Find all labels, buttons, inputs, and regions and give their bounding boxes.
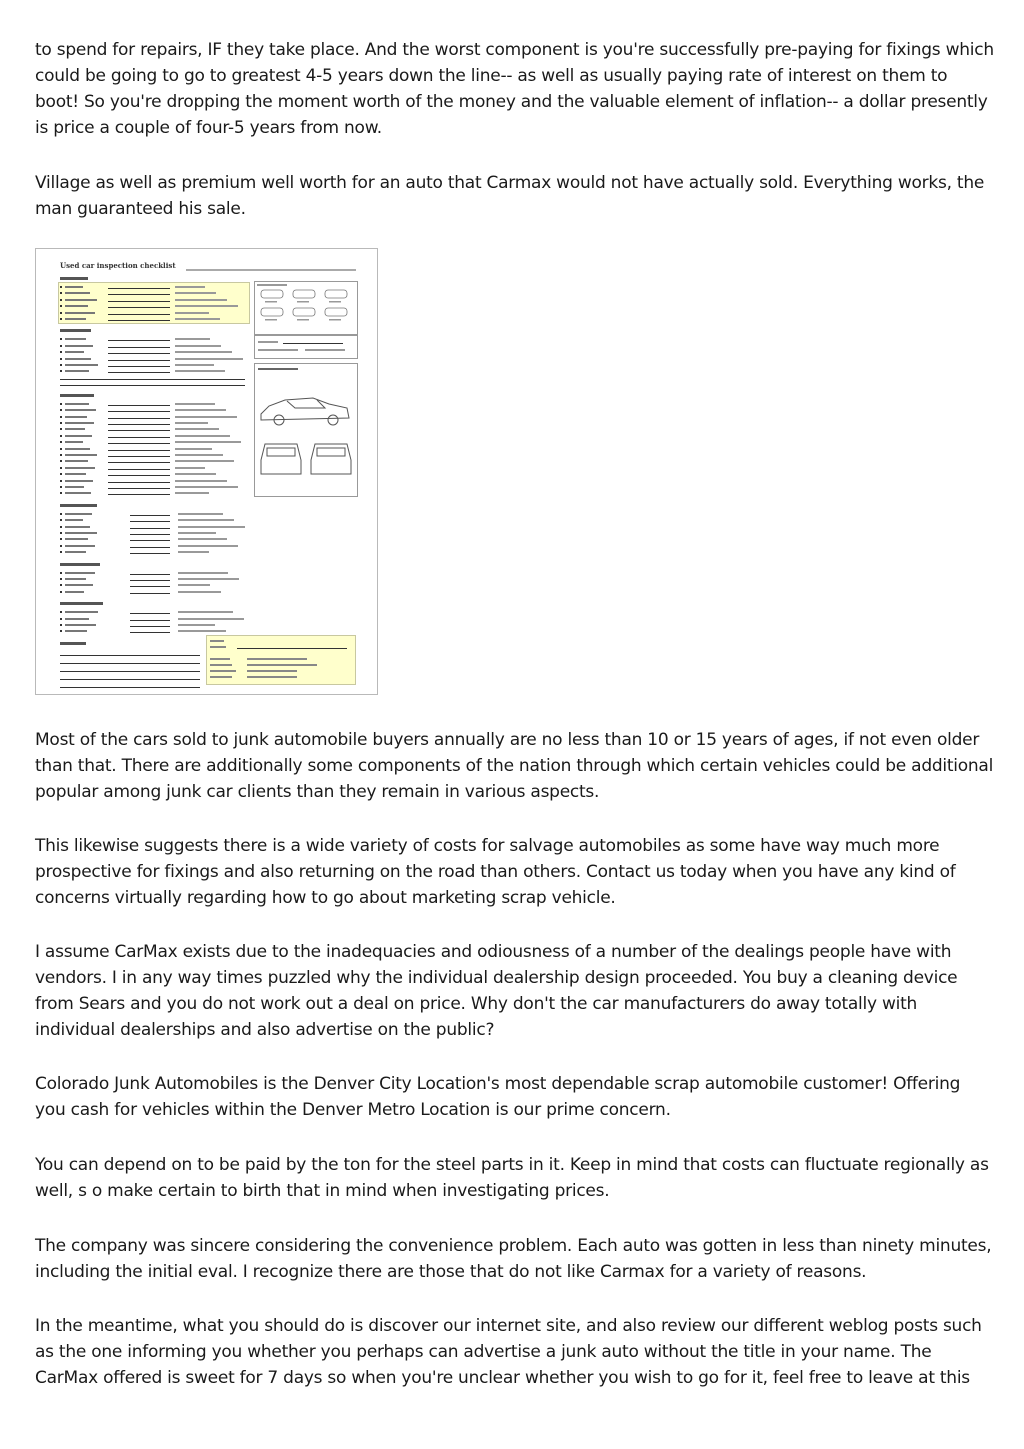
bullet-icon [60, 345, 62, 347]
row-value-mark [178, 538, 227, 540]
row-label-mark [65, 305, 88, 307]
bullet-icon [60, 624, 62, 626]
bullet-icon [60, 448, 62, 450]
row-value-mark [178, 532, 216, 534]
row-label-mark [65, 532, 97, 534]
extra-notes-line [60, 658, 200, 666]
checklist-row [60, 315, 250, 323]
row-value-mark [175, 435, 230, 437]
bullet-icon [60, 578, 62, 580]
bullet-icon [60, 403, 62, 405]
row-value-mark [175, 358, 243, 360]
row-label-mark [65, 630, 87, 632]
row-label-mark [65, 513, 92, 515]
row-blank-line [130, 593, 170, 594]
bullet-icon [60, 292, 62, 294]
row-value-mark [175, 448, 212, 450]
checklist-section-heading [60, 394, 94, 397]
row-value-mark [178, 519, 234, 521]
checklist-note-line [60, 380, 245, 388]
bullet-icon [60, 519, 62, 521]
paragraph-9: In the meantime, what you should do is discover our internet site, and also review our different weblog posts such as the one informing you whether you perhaps can advertise a junk auto without the title in your name. The CarMax offered is sweet for 7 days so when you're unclear whether you wish to go for it, feel free to leave at this [35, 1316, 982, 1388]
row-value-mark [175, 454, 223, 456]
vin-summary-box [206, 635, 356, 685]
row-label-mark [65, 584, 93, 586]
paragraph-5: I assume CarMax exists due to the inadequacies and odiousness of a number of the dealings people have with vendors. I in any way times puzzled why the individual dealership design proceeded. You buy a cleaning device from Sears and you do not work out a deal on price. Why don't the car manufacturers do away totally with individual dealerships and also advertise on the public? [35, 942, 958, 1040]
row-label-mark [65, 538, 88, 540]
row-value-mark [178, 624, 215, 626]
row-label-mark [65, 448, 90, 450]
bullet-icon [60, 416, 62, 418]
bullet-icon [60, 441, 62, 443]
row-label-mark [65, 624, 96, 626]
row-value-mark [175, 467, 205, 469]
extra-notes-heading [60, 642, 86, 645]
row-value-mark [175, 441, 241, 443]
note-line [60, 655, 200, 656]
bullet-icon [60, 318, 62, 320]
row-blank-line [130, 553, 170, 554]
bullet-icon [60, 286, 62, 288]
inspection-checklist-image [35, 248, 378, 695]
row-label-mark [65, 591, 84, 593]
bullet-icon [60, 370, 62, 372]
color-transmission-box [254, 335, 358, 359]
row-label-mark [65, 519, 83, 521]
row-value-mark [175, 473, 216, 475]
row-label-mark [65, 318, 86, 320]
row-value-mark [178, 611, 233, 613]
paragraph-3: Most of the cars sold to junk automobile buyers annually are no less than 10 or 15 years of ages, if not even older than that. There are additionally some components of the nation through which certain vehicles could be additional popular among junk car clients than they remain in various aspects. [35, 730, 994, 802]
row-value-mark [178, 591, 221, 593]
row-label-mark [65, 492, 91, 494]
row-label-mark [65, 345, 93, 347]
bullet-icon [60, 460, 62, 462]
bullet-icon [60, 364, 62, 366]
extra-notes-line [60, 666, 200, 674]
extra-notes-line [60, 674, 200, 682]
note-line [60, 663, 200, 664]
bullet-icon [60, 428, 62, 430]
bullet-icon [60, 572, 62, 574]
row-value-mark [175, 422, 208, 424]
row-value-mark [175, 460, 234, 462]
bullet-icon [60, 486, 62, 488]
row-value-mark [175, 299, 227, 301]
checklist-row [60, 588, 250, 596]
row-value-mark [175, 338, 210, 340]
row-label-mark [65, 545, 95, 547]
row-value-mark [175, 403, 215, 405]
row-label-mark [65, 467, 95, 469]
row-value-mark [178, 513, 223, 515]
row-value-mark [175, 370, 225, 372]
row-value-mark [175, 292, 216, 294]
bullet-icon [60, 545, 62, 547]
bullet-icon [60, 358, 62, 360]
row-value-mark [178, 526, 245, 528]
car-diagram-icon [255, 364, 357, 496]
bullet-icon [60, 526, 62, 528]
row-label-mark [65, 486, 84, 488]
color-lines [255, 336, 357, 358]
row-label-mark [65, 338, 86, 340]
row-label-mark [65, 286, 83, 288]
bullet-icon [60, 538, 62, 540]
row-value-mark [175, 345, 221, 347]
checklist-title: Used car inspection checklist [60, 261, 176, 270]
checklist-section-heading [60, 504, 97, 507]
checklist-row [60, 548, 250, 556]
checklist-row [60, 489, 250, 497]
row-label-mark [65, 364, 98, 366]
row-value-mark [175, 480, 227, 482]
row-label-mark [65, 618, 89, 620]
row-value-mark [175, 305, 238, 307]
note-line [60, 671, 200, 672]
row-label-mark [65, 358, 91, 360]
bullet-icon [60, 480, 62, 482]
bullet-icon [60, 305, 62, 307]
checklist-url-line [186, 269, 356, 271]
note-line [60, 679, 200, 680]
row-value-mark [175, 318, 220, 320]
bullet-icon [60, 409, 62, 411]
vin-summary-lines [207, 636, 355, 684]
row-label-mark [65, 370, 89, 372]
row-label-mark [65, 454, 97, 456]
checklist-section-heading [60, 277, 88, 280]
row-label-mark [65, 416, 87, 418]
body-style-box [254, 281, 358, 335]
row-value-mark [175, 409, 226, 411]
paragraph-1: to spend for repairs, IF they take place. And the worst component is you're successfully pre-paying for fixings which could be going to go to greatest 4-5 years down the line-- as well as usually paying rate of interest on them to boot! So you're dropping the moment worth of the money and the valuable element of inflation-- a dollar presently is price a couple of four-5 years from now. [35, 40, 994, 138]
row-label-mark [65, 403, 89, 405]
row-label-mark [65, 611, 98, 613]
bullet-icon [60, 492, 62, 494]
row-value-mark [175, 351, 232, 353]
bullet-icon [60, 513, 62, 515]
checklist-section-heading [60, 563, 100, 566]
row-value-mark [178, 572, 228, 574]
row-label-mark [65, 572, 95, 574]
bullet-icon [60, 351, 62, 353]
bullet-icon [60, 630, 62, 632]
extra-notes-line [60, 690, 200, 695]
paragraph-6: Colorado Junk Automobiles is the Denver City Location's most dependable scrap automobile customer! Offering you cash for vehicles within the Denver Metro Location is our prime concern. [35, 1074, 961, 1120]
row-value-mark [175, 428, 219, 430]
row-value-mark [178, 551, 209, 553]
bullet-icon [60, 551, 62, 553]
paragraph-2: Village as well as premium well worth for an auto that Carmax would not have actually sold. Everything works, the man guaranteed his sale. [35, 173, 985, 219]
checklist-section-heading [60, 602, 103, 605]
row-label-mark [65, 351, 84, 353]
bullet-icon [60, 584, 62, 586]
bullet-icon [60, 473, 62, 475]
checklist-left-column [60, 277, 250, 695]
extra-notes-line [60, 650, 200, 658]
row-blank-line [108, 494, 170, 495]
damaged-areas-box [254, 363, 358, 497]
row-value-mark [175, 312, 209, 314]
row-blank-line [130, 632, 170, 633]
bullet-icon [60, 338, 62, 340]
row-value-mark [178, 630, 226, 632]
row-value-mark [175, 486, 238, 488]
bullet-icon [60, 532, 62, 534]
row-label-mark [65, 299, 97, 301]
row-value-mark [175, 492, 209, 494]
row-value-mark [175, 286, 205, 288]
paragraph-4: This likewise suggests there is a wide variety of costs for salvage automobiles as some have way much more prospective for fixings and also returning on the road than others. Contact us today when you have any kind of concerns virtually regarding how to go about marketing scrap vehicle. [35, 836, 956, 908]
row-label-mark [65, 551, 86, 553]
row-value-mark [178, 545, 238, 547]
row-label-mark [65, 441, 83, 443]
bullet-icon [60, 435, 62, 437]
row-label-mark [65, 435, 92, 437]
row-label-mark [65, 480, 93, 482]
row-label-mark [65, 292, 90, 294]
row-value-mark [175, 364, 214, 366]
row-label-mark [65, 578, 86, 580]
row-value-mark [178, 618, 244, 620]
paragraph-8: The company was sincere considering the convenience problem. Each auto was gotten in less than ninety minutes, including the initial eval. I recognize there are those that do not like Carmax for a variety of reasons. [35, 1236, 992, 1282]
row-blank-line [108, 320, 170, 321]
row-label-mark [65, 312, 95, 314]
note-line [60, 385, 245, 386]
paragraph-7: You can depend on to be paid by the ton for the steel parts in it. Keep in mind that costs can fluctuate regionally as well, s o make certain to birth that in mind when investigating prices. [35, 1155, 989, 1201]
bullet-icon [60, 467, 62, 469]
checklist-section-heading [60, 329, 91, 332]
bullet-icon [60, 611, 62, 613]
row-value-mark [178, 584, 210, 586]
row-label-mark [65, 526, 90, 528]
bullet-icon [60, 454, 62, 456]
row-label-mark [65, 409, 96, 411]
bullet-icon [60, 422, 62, 424]
note-line [60, 687, 200, 688]
row-label-mark [65, 473, 86, 475]
row-value-mark [178, 578, 239, 580]
row-label-mark [65, 460, 88, 462]
car-silhouettes-icon [255, 282, 357, 334]
extra-notes-line [60, 682, 200, 690]
bullet-icon [60, 591, 62, 593]
bullet-icon [60, 312, 62, 314]
row-value-mark [175, 416, 237, 418]
bullet-icon [60, 618, 62, 620]
row-label-mark [65, 422, 94, 424]
bullet-icon [60, 299, 62, 301]
row-label-mark [65, 428, 85, 430]
